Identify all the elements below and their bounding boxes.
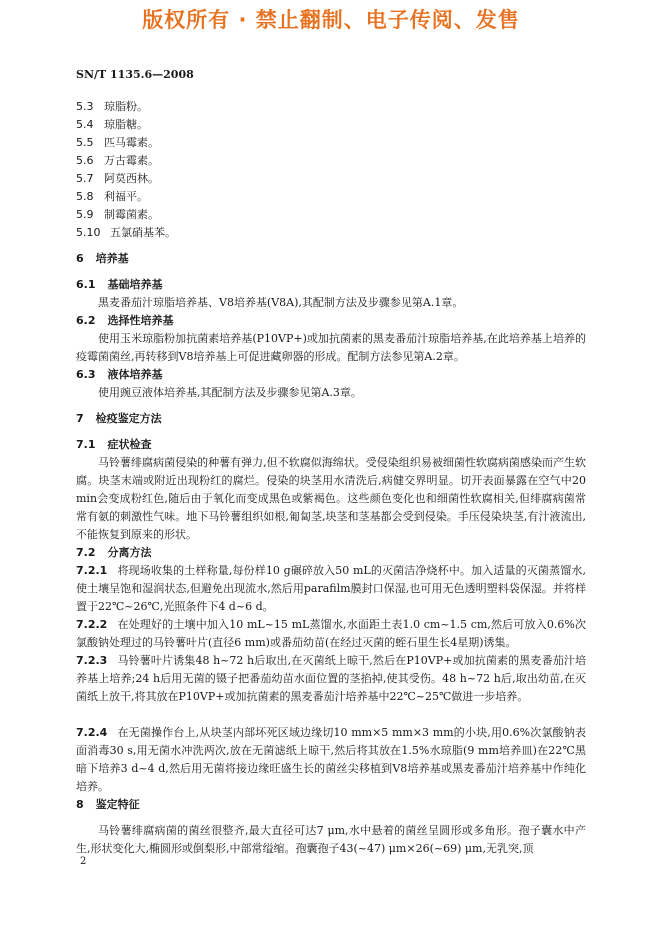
clause-number: 7.2.3: [76, 654, 108, 667]
subsection-heading: [76, 544, 152, 562]
subsection-number: 7.2: [76, 546, 96, 559]
clause-text: 将现场收集的土样称量,每份样10 g碾碎放入50 mL的灭菌洁净烧杯中。加入适量的灭菌蒸馏水,使土壤呈饱和湿润状态,但避免出现流水,然后用parafilm膜封口保湿,也可用无色透明塑料袋保湿。并将样置于22℃~26℃,光照条件下4 d~6 d。: [76, 564, 586, 613]
item-text: 利福平。: [104, 190, 148, 203]
paragraph: [76, 562, 586, 616]
clause-number: 7.2.4: [76, 726, 108, 739]
item-number: 5.10: [76, 226, 101, 239]
section-heading: [76, 796, 140, 814]
item-text: 五氯硝基苯。: [110, 226, 176, 239]
list-item: [76, 152, 159, 170]
section-number: 7: [76, 412, 84, 425]
item-text: 琼脂糖。: [104, 118, 148, 131]
paragraph: 使用玉米琼脂粉加抗菌素培养基(P10VP+)或加抗菌素的黑麦番茄汁琼脂培养基,在此培养基上培养的疫霉菌菌丝,再转移到V8培养基上可促进藏卵器的形成。配制方法参见第A.2章。: [76, 332, 586, 363]
item-number: 5.3: [76, 100, 94, 113]
section-heading: [76, 250, 129, 268]
clause-text: 在无菌操作台上,从块茎内部坏死区域边缘切10 mm×5 mm×3 mm的小块,用0.6%次氯酸钠表面消毒30 s,用无菌水冲洗两次,放在无菌滤纸上晾干,然后将其放在1.5%水琼脂(9 mm培养皿)在22℃黑暗下培养3 d~4 d,然后用无菌将接边缘旺盛生长的菌丝尖移植到V8培养基或黑麦番茄汁培养基中作纯化培养。: [76, 726, 586, 793]
subsection-heading: [76, 366, 163, 384]
subsection-title: 分离方法: [107, 546, 152, 559]
section-title: 培养基: [95, 252, 129, 265]
subsection-heading: [76, 436, 152, 454]
paragraph: 黑麦番茄汁琼脂培养基、V8培养基(V8A),其配制方法及步骤参见第A.1章。: [98, 296, 464, 309]
section-number: 6: [76, 252, 84, 265]
clause-text: 在处理好的土壤中加入10 mL~15 mL蒸馏水,水面距土表1.0 cm~1.5 cm,然后可放入0.6%次氯酸钠处理过的马铃薯叶片(直径6 mm)或番茄幼苗(在经过灭菌的蛭石里生长4星期)诱集。: [76, 618, 586, 649]
list-item: [76, 224, 176, 242]
section-heading: [76, 410, 162, 428]
subsection-heading: [76, 276, 163, 294]
subsection-title: 液体培养基: [107, 368, 163, 381]
subsection-number: 6.1: [76, 278, 96, 291]
item-number: 5.8: [76, 190, 94, 203]
section-title: 鉴定特征: [95, 798, 140, 811]
item-text: 匹马霉素。: [104, 136, 159, 149]
list-item: [76, 116, 148, 134]
item-number: 5.6: [76, 154, 94, 167]
paragraph: [76, 652, 586, 706]
paragraph: 马铃薯绯腐病菌侵染的种薯有弹力,但不软腐似海绵状。受侵染组织易被细菌性软腐病菌感染而产生软腐。块茎末端或附近出现粉红的腐烂。侵染的块茎用水清洗后,病健交界明显。切开表面暴露在空气中20 min会变成粉红色,随后由于氧化而变成黑色或紫褐色。这些颜色变化也和细菌性软腐相关,但绯腐病菌常常有氨的刺激性气味。地下马铃薯组织如根,匍匐茎,块茎和茎基都会受到侵染。手压侵染块茎,有汁液流出,不能恢复到原来的形状。: [76, 456, 586, 541]
subsection-heading: [76, 312, 174, 330]
subsection-number: 6.3: [76, 368, 96, 381]
item-number: 5.7: [76, 172, 94, 185]
subsection-number: 7.1: [76, 438, 96, 451]
list-item: [76, 206, 159, 224]
paragraph: 使用豌豆液体培养基,其配制方法及步骤参见第A.3章。: [98, 386, 362, 399]
list-item: [76, 134, 159, 152]
paragraph: 马铃薯绯腐病菌的菌丝很整齐,最大直径可达7 μm,水中悬着的菌丝呈圆形或多角形。孢子囊水中产生,形状变化大,椭圆形或倒梨形,中部常缢缩。孢囊孢子43(~47) μm×26(~69) μm,无乳突,顶: [76, 824, 586, 855]
clause-text: 马铃薯叶片诱集48 h~72 h后取出,在灭菌纸上晾干,然后在P10VP+或加抗菌素的黑麦番茄汁培养基上培养;24 h后用无菌的镊子把番茄幼苗水面位置的茎掐掉,使其受伤。48 h~72 h后,取出幼苗,在灭菌纸上放干,将其放在P10VP+或加抗菌素的黑麦番茄汁培养基中22℃~25℃做进一步培养。: [76, 654, 586, 703]
item-text: 阿莫西林。: [104, 172, 159, 185]
section-title: 检疫鉴定方法: [95, 412, 162, 425]
item-number: 5.5: [76, 136, 94, 149]
list-item: [76, 170, 159, 188]
item-text: 制霉菌素。: [104, 208, 159, 221]
page-number: 2: [80, 856, 87, 867]
subsection-title: 症状检查: [107, 438, 152, 451]
paragraph: [76, 616, 586, 652]
item-number: 5.4: [76, 118, 94, 131]
list-item: [76, 98, 148, 116]
subsection-number: 6.2: [76, 314, 96, 327]
clause-number: 7.2.2: [76, 618, 108, 631]
subsection-title: 选择性培养基: [107, 314, 174, 327]
item-text: 万古霉素。: [104, 154, 159, 167]
section-number: 8: [76, 798, 84, 811]
paragraph: [76, 724, 586, 796]
watermark-banner: 版权所有 · 禁止翻制、电子传阅、发售: [142, 8, 520, 32]
item-number: 5.9: [76, 208, 94, 221]
clause-number: 7.2.1: [76, 564, 108, 577]
standard-code: SN/T 1135.6—2008: [76, 68, 194, 81]
list-item: [76, 188, 148, 206]
subsection-title: 基础培养基: [107, 278, 163, 291]
item-text: 琼脂粉。: [104, 100, 148, 113]
